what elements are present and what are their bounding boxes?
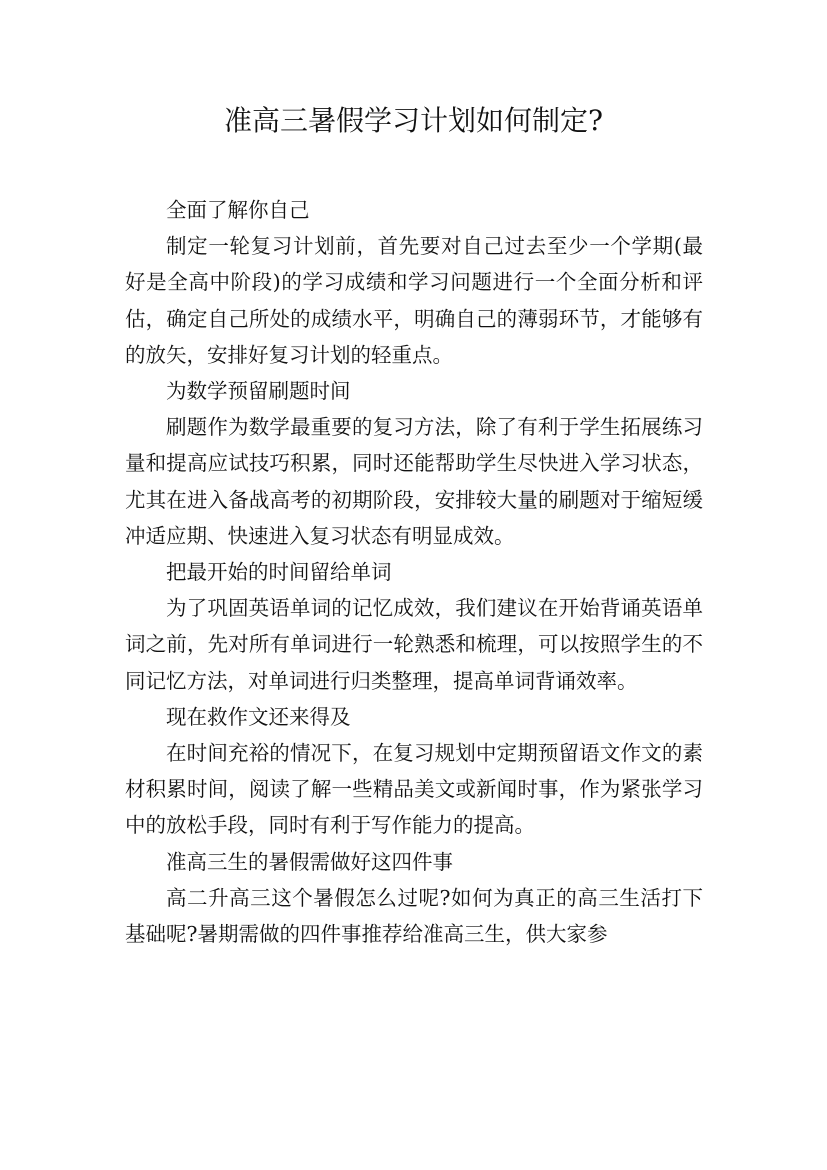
section-heading: 现在救作文还来得及	[166, 704, 351, 729]
section-heading: 准高三生的暑假需做好这四件事	[166, 849, 453, 874]
body-paragraph: 高二升高三这个暑假怎么过呢?如何为真正的高三生活打下基础呢?暑期需做的四件事推荐给准高三生，供大家参	[125, 885, 703, 947]
section-heading: 把最开始的时间留给单词	[166, 560, 392, 585]
document-title: 准高三暑假学习计划如何制定?	[223, 104, 603, 137]
body-paragraph: 制定一轮复习计划前，首先要对自己过去至少一个学期(最好是全高中阶段)的学习成绩和学习问题进行一个全面分析和评估，确定自己所处的成绩水平，明确自己的薄弱环节，才能够有的放矢，安排好复习计划的轻重点。	[125, 234, 703, 367]
body-paragraph: 为了巩固英语单词的记忆成效，我们建议在开始背诵英语单词之前，先对所有单词进行一轮熟悉和梳理，可以按照学生的不同记忆方法，对单词进行归类整理，提高单词背诵效率。	[125, 596, 703, 693]
section-heading: 为数学预留刷题时间	[166, 379, 351, 404]
section-heading: 全面了解你自己	[166, 198, 310, 222]
document-body	[125, 192, 703, 952]
body-paragraph: 在时间充裕的情况下，在复习规划中定期预留语文作文的素材积累时间，阅读了解一些精品美文或新闻时事，作为紧张学习中的放松手段，同时有利于写作能力的提高。	[125, 741, 703, 838]
body-paragraph: 刷题作为数学最重要的复习方法，除了有利于学生拓展练习量和提高应试技巧积累，同时还能帮助学生尽快进入学习状态，尤其在进入备战高考的初期阶段，安排较大量的刷题对于缩短缓冲适应期、快速进入复习状态有明显成效。	[125, 415, 703, 548]
